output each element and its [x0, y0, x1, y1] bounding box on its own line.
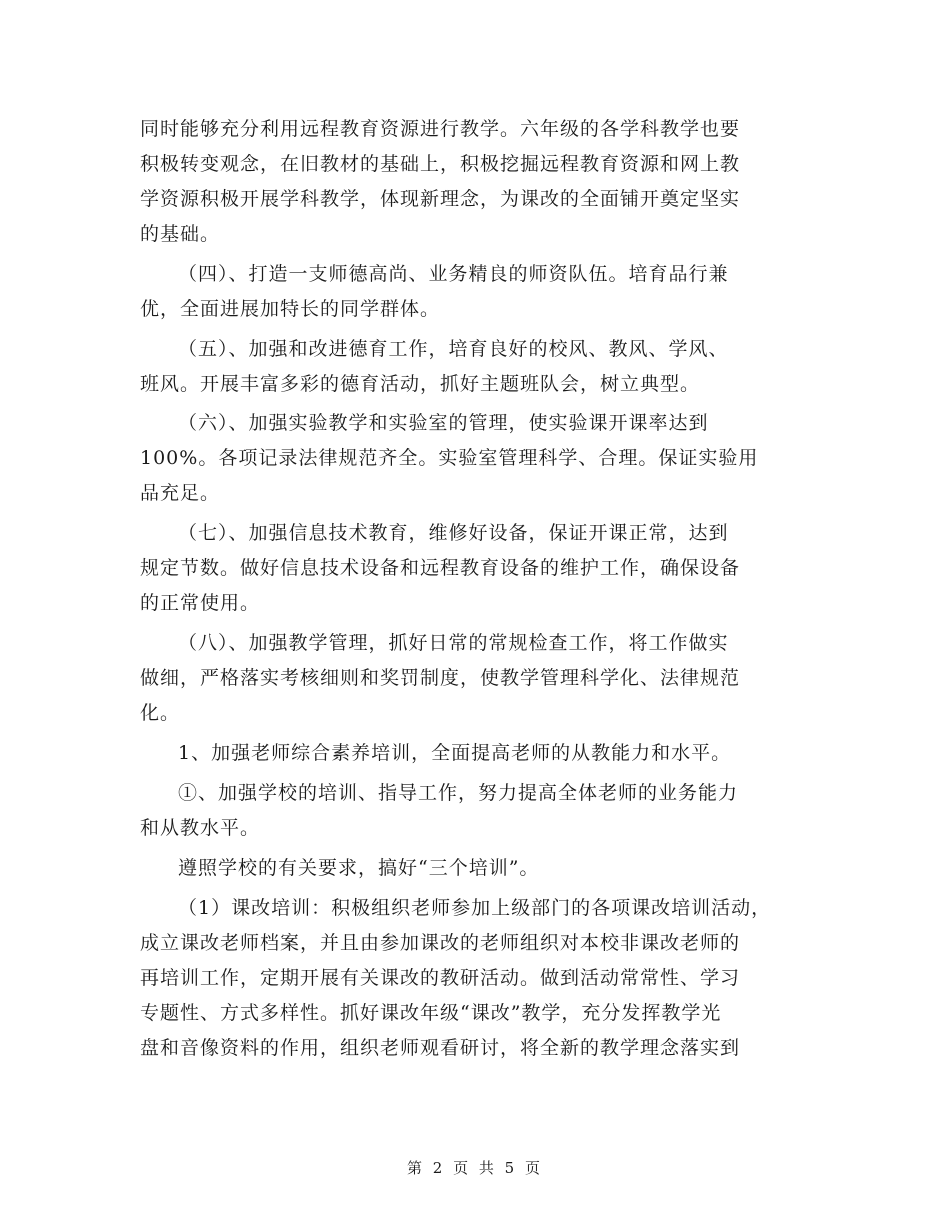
text-line: 优，全面进展加特长的同学群体。 — [140, 298, 441, 320]
text-line: 100%。各项记录法律规范齐全。实验室管理科学、合理。保证实验用 — [140, 447, 759, 469]
text-line: 再培训工作，定期开展有关课改的教研活动。做到活动常常性、学习 — [140, 967, 741, 989]
page-number-footer: 第 2 页 共 5 页 — [407, 1159, 543, 1177]
text-line: 专题性、方式多样性。抓好课改年级“课改”教学，充分发挥教学光 — [140, 1002, 722, 1024]
text-line: 盘和音像资料的作用，组织老师观看研讨，将全新的教学理念落实到 — [140, 1037, 741, 1059]
paragraph-heading: （八）、加强教学管理，抓好日常的常规检查工作，将工作做实 — [178, 632, 729, 654]
text-line: 的正常使用。 — [140, 592, 261, 614]
paragraph-heading: 遵照学校的有关要求，搞好“三个培训”。 — [178, 857, 540, 879]
paragraph-heading: 1、加强老师综合素养培训，全面提高老师的从教能力和水平。 — [178, 742, 732, 764]
text-line: 成立课改老师档案，并且由参加课改的老师组织对本校非课改老师的 — [140, 932, 741, 954]
paragraph-heading: （四）、打造一支师德高尚、业务精良的师资队伍。培育品行兼 — [178, 263, 729, 285]
paragraph-heading: （六）、加强实验教学和实验室的管理，使实验课开课率达到 — [178, 412, 709, 434]
text-line: 班风。开展丰富多彩的德育活动，抓好主题班队会，树立典型。 — [140, 373, 701, 395]
text-line: 化。 — [140, 702, 181, 724]
text-line: 同时能够充分利用远程教育资源进行教学。六年级的各学科教学也要 — [140, 118, 741, 140]
paragraph-heading: （1）课改培训：积极组织老师参加上级部门的各项课改培训活动， — [178, 897, 772, 919]
text-line: 做细，严格落实考核细则和奖罚制度，使教学管理科学化、法律规范 — [140, 667, 741, 689]
text-line: 学资源积极开展学科教学，体现新理念，为课改的全面铺开奠定坚实 — [140, 188, 741, 210]
text-line: 积极转变观念，在旧教材的基础上，积极挖掘远程教育资源和网上教 — [140, 153, 741, 175]
text-line: 规定节数。做好信息技术设备和远程教育设备的维护工作，确保设备 — [140, 557, 741, 579]
text-line: 的基础。 — [140, 223, 221, 245]
text-line: 和从教水平。 — [140, 817, 261, 839]
paragraph-heading: （五）、加强和改进德育工作，培育良好的校风、教风、学风、 — [178, 338, 729, 360]
text-line: 品充足。 — [140, 482, 221, 504]
paragraph-heading: ①、加强学校的培训、指导工作，努力提高全体老师的业务能力 — [178, 782, 739, 804]
paragraph-heading: （七）、加强信息技术教育，维修好设备，保证开课正常，达到 — [178, 522, 729, 544]
